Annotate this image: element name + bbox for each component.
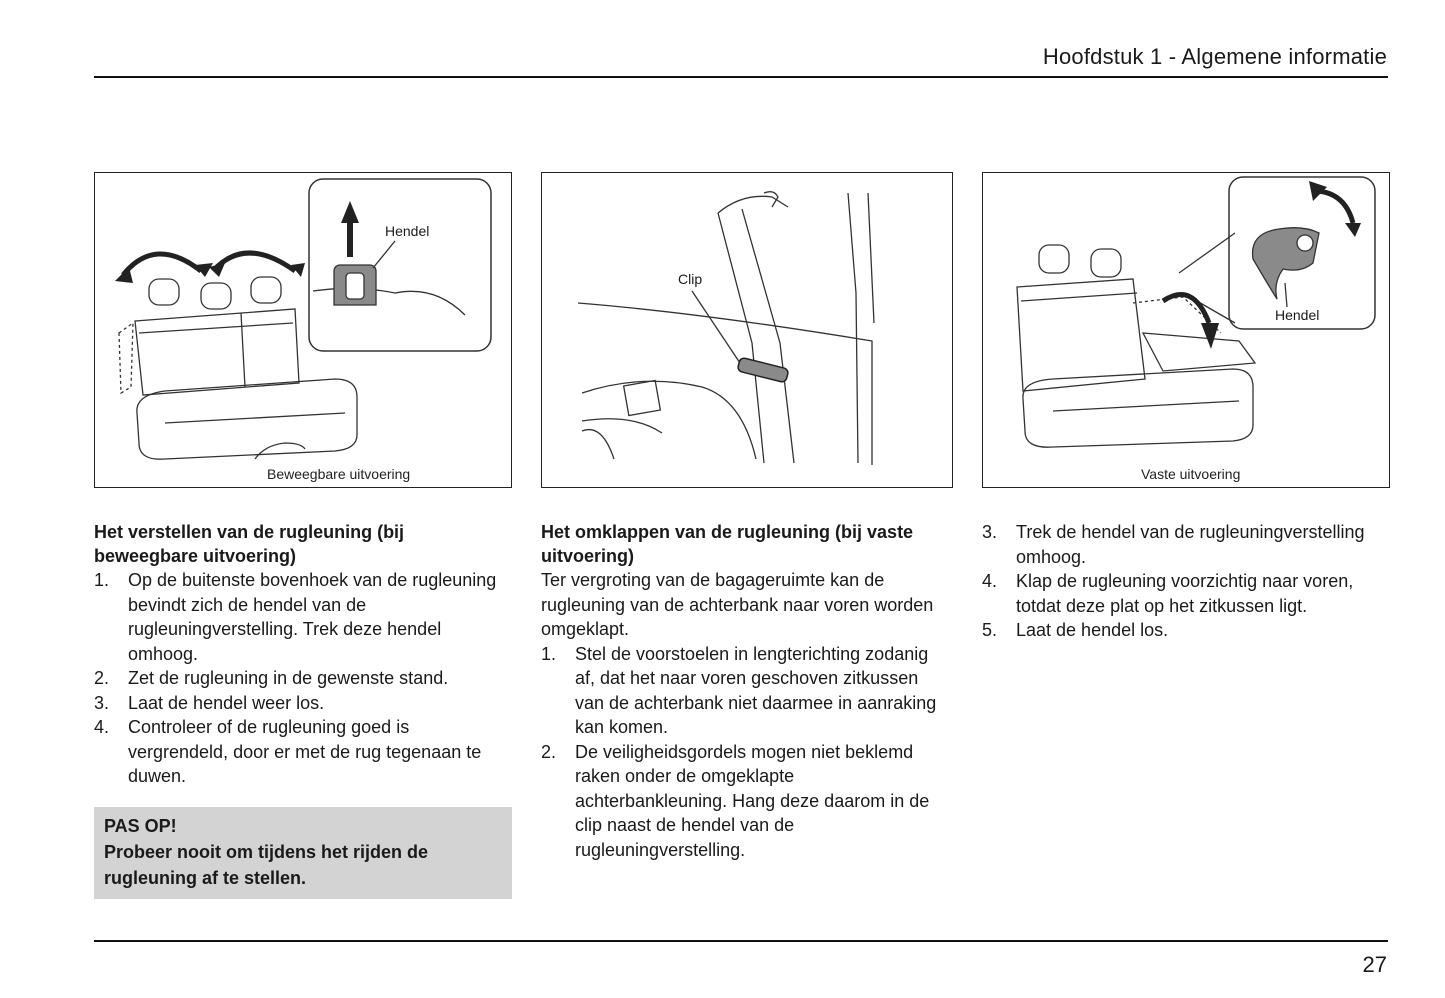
figure-fixed-seat bbox=[982, 172, 1390, 488]
section-fold-continued bbox=[982, 520, 1388, 643]
figure-adjustable-seat bbox=[94, 172, 512, 488]
list-item bbox=[541, 642, 951, 740]
list-item bbox=[541, 740, 951, 863]
seatbelt-clip-illustration bbox=[542, 173, 952, 487]
lever-label: Hendel bbox=[385, 223, 430, 239]
section-fold-backrest bbox=[541, 520, 951, 862]
chapter-title: Hoofdstuk 1 - Algemene informatie bbox=[1042, 44, 1387, 69]
section-adjust-backrest bbox=[94, 520, 512, 899]
lever-label-fixed: Hendel bbox=[1275, 307, 1320, 323]
list-number: 3. bbox=[94, 692, 110, 713]
warning-title: PAS OP! bbox=[104, 815, 177, 836]
list-item bbox=[94, 666, 512, 691]
list-item bbox=[94, 568, 512, 666]
footer-rule bbox=[94, 940, 1388, 942]
list-text: Zet de rugleuning in de gewenste stand. bbox=[128, 668, 449, 688]
figure-caption-fixed: Vaste uitvoering bbox=[1141, 466, 1241, 482]
warning-box bbox=[94, 807, 512, 899]
list-number: 3. bbox=[982, 522, 998, 542]
list-item bbox=[94, 715, 512, 789]
list-text: Stel de voorstoelen in lengterichting zodanig af, dat het naar voren geschoven zitkussen van de achterbank niet daarmee in aanraking kan komen. bbox=[575, 643, 937, 737]
list-number: 4. bbox=[982, 571, 998, 591]
warning-text: Probeer nooit om tijdens het rijden de rugleuning af te stellen. bbox=[104, 841, 429, 888]
list-text: Laat de hendel weer los. bbox=[128, 692, 325, 713]
list-text: Op de buitenste bovenhoek van de rugleuning bevindt zich de hendel van de rugleuningverstelling. Trek deze hendel omhoog. bbox=[128, 570, 497, 664]
list-item bbox=[94, 691, 512, 716]
list-number: 2. bbox=[94, 668, 110, 688]
adjustable-seat-illustration bbox=[95, 173, 511, 487]
instruction-list bbox=[982, 520, 1388, 643]
instruction-list bbox=[94, 568, 512, 789]
list-number: 4. bbox=[94, 717, 110, 737]
list-text: Controleer of de rugleuning goed is vergrendeld, door er met de rug tegenaan te duwen. bbox=[128, 717, 482, 786]
list-number: 5. bbox=[982, 620, 998, 640]
list-item bbox=[982, 618, 1388, 643]
list-number: 2. bbox=[541, 741, 557, 762]
list-text: Klap de rugleuning voorzichtig naar voren, totdat deze plat op het zitkussen ligt. bbox=[1016, 571, 1354, 616]
page-number: 27 bbox=[1362, 952, 1387, 977]
figure-seatbelt-clip bbox=[541, 172, 953, 488]
list-text: Laat de hendel los. bbox=[1016, 620, 1169, 640]
clip-label: Clip bbox=[678, 271, 703, 287]
header-rule bbox=[94, 76, 1388, 78]
list-text: Trek de hendel van de rugleuningverstelling omhoog. bbox=[1016, 522, 1365, 567]
list-item bbox=[982, 520, 1388, 569]
list-number: 1. bbox=[94, 570, 110, 590]
section-heading: Het verstellen van de rugleuning (bij beweegbare uitvoering) bbox=[94, 522, 405, 566]
instruction-list bbox=[541, 642, 951, 863]
list-number: 1. bbox=[541, 643, 557, 664]
list-text: De veiligheidsgordels mogen niet beklemd raken onder de omgeklapte achterbankleuning. Hang deze daarom in de clip naast de hendel van de rugleuningverstelling. bbox=[575, 741, 930, 860]
fixed-seat-illustration bbox=[983, 173, 1389, 487]
figure-caption-adjustable: Beweegbare uitvoering bbox=[267, 466, 411, 482]
section-heading: Het omklappen van de rugleuning (bij vaste uitvoering) bbox=[541, 522, 914, 566]
list-item bbox=[982, 569, 1388, 618]
section-intro: Ter vergroting van de bagageruimte kan de rugleuning van de achterbank naar voren worden omgeklapt. bbox=[541, 570, 934, 639]
